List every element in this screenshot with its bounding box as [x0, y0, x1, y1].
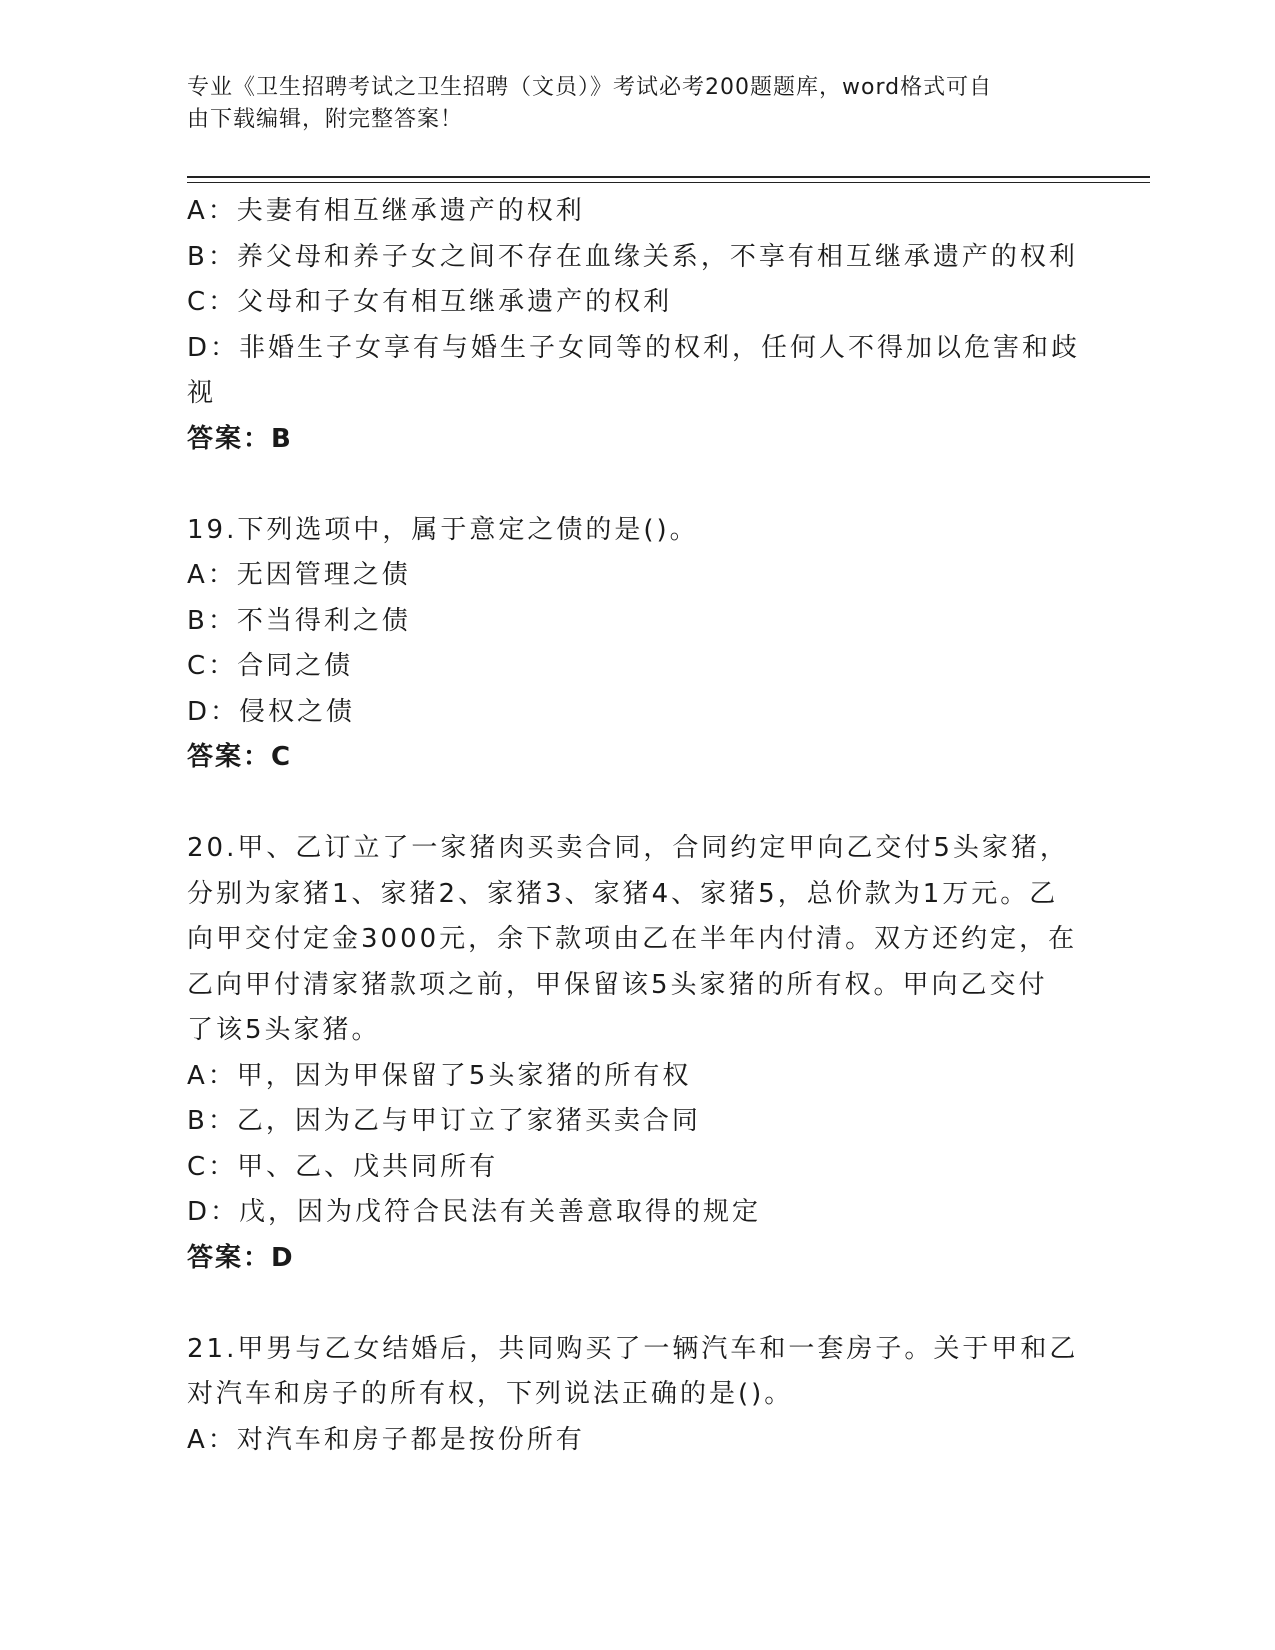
question-stem-line-5: 了该5头家猪。: [187, 1015, 381, 1045]
answer: 答案：B: [187, 423, 293, 454]
question-stem-line-1: 20.甲、乙订立了一家猪肉买卖合同，合同约定甲向乙交付5头家猪，: [187, 833, 1069, 863]
document-header: [187, 72, 1067, 136]
header-line-2: 由下载编辑，附完整答案！: [187, 107, 464, 132]
option-a: A：对汽车和房子都是按份所有: [187, 1424, 585, 1455]
option-c: C：合同之债: [187, 651, 354, 681]
option-d: D：戊，因为戊符合民法有关善意取得的规定: [187, 1197, 762, 1227]
spacer: [187, 781, 1087, 827]
question-list: [187, 189, 1087, 1463]
option-d: D：非婚生子女享有与婚生子女同等的权利，任何人不得加以危害和歧: [187, 332, 1081, 363]
answer: 答案：D: [187, 1242, 295, 1273]
header-line-1: 专业《卫生招聘考试之卫生招聘（文员）》考试必考200题题库，word格式可自: [187, 75, 993, 100]
option-b: B：乙，因为乙与甲订立了家猪买卖合同: [187, 1106, 701, 1136]
question-stem-line-2: 分别为家猪1、家猪2、家猪3、家猪4、家猪5，总价款为1万元。乙: [187, 878, 1059, 909]
option-c: C：父母和子女有相互继承遗产的权利: [187, 287, 673, 317]
option-d-continued: 视: [187, 378, 217, 408]
option-d: D：侵权之债: [187, 696, 356, 727]
question-stem-line-1: 21.甲男与乙女结婚后，共同购买了一辆汽车和一套房子。关于甲和乙: [187, 1333, 1079, 1364]
question-stem-line-4: 乙向甲付清家猪款项之前，甲保留该5头家猪的所有权。甲向乙交付: [187, 969, 1048, 1000]
question-block-prev: [187, 189, 1087, 462]
question-stem-line-3: 向甲交付定金3000元，余下款项由乙在半年内付清。双方还约定，在: [187, 924, 1078, 954]
question-block-20: [187, 826, 1087, 1281]
option-a: A：无因管理之债: [187, 560, 411, 590]
option-c: C：甲、乙、戊共同所有: [187, 1151, 499, 1182]
question-stem: 19.下列选项中，属于意定之债的是()。: [187, 514, 699, 545]
question-block-19: [187, 508, 1087, 781]
answer: 答案：C: [187, 742, 293, 772]
header-divider-thick: [187, 176, 1150, 178]
spacer: [187, 462, 1087, 508]
option-a: A：夫妻有相互继承遗产的权利: [187, 196, 585, 226]
option-a: A：甲，因为甲保留了5头家猪的所有权: [187, 1060, 692, 1091]
question-block-21: [187, 1327, 1087, 1464]
option-b: B：不当得利之债: [187, 605, 411, 636]
header-divider-thin: [187, 182, 1150, 183]
question-stem-line-2: 对汽车和房子的所有权，下列说法正确的是()。: [187, 1379, 794, 1409]
option-b: B：养父母和养子女之间不存在血缘关系，不享有相互继承遗产的权利: [187, 241, 1078, 272]
spacer: [187, 1281, 1087, 1327]
